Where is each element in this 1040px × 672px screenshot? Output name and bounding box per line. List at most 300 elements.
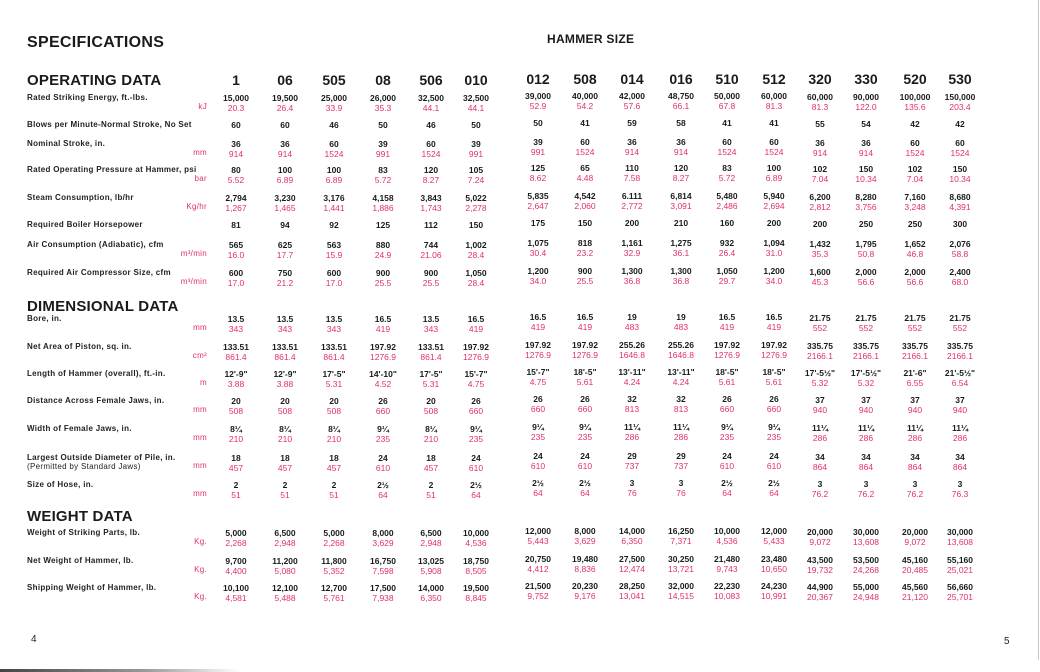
metric-value: 813 (624, 404, 640, 414)
imperial-value: 26 (722, 394, 732, 404)
imperial-value: 2,794 (225, 193, 247, 203)
metric-value: 991 (468, 149, 484, 159)
metric-value: 457 (228, 463, 244, 473)
metric-value: 24,268 (853, 565, 879, 575)
imperial-value: 21,500 (525, 581, 551, 591)
metric-value: 5.61 (718, 377, 736, 387)
imperial-value: 12,100 (272, 583, 298, 593)
metric-value: 20.3 (227, 103, 245, 113)
imperial-value: 14,000 (619, 526, 645, 536)
imperial-value: 3,230 (274, 193, 296, 203)
metric-value: 5,761 (323, 593, 345, 603)
metric-value: 2166.1 (902, 351, 928, 361)
imperial-value: 29 (627, 451, 637, 461)
metric-value: 25.5 (374, 278, 392, 288)
metric-value: 864 (812, 462, 828, 472)
metric-value: 51 (280, 490, 290, 500)
metric-value: 2166.1 (853, 351, 879, 361)
imperial-value: 1,432 (809, 239, 831, 249)
metric-value: 26.4 (276, 103, 294, 113)
imperial-value: 48,750 (668, 91, 694, 101)
imperial-value: 50 (471, 120, 481, 130)
metric-value: 1524 (717, 147, 737, 157)
imperial-value: 197.92 (463, 342, 489, 352)
metric-value: 6.55 (906, 378, 924, 388)
metric-value: 5,352 (323, 566, 345, 576)
imperial-value: 932 (719, 238, 735, 248)
metric-value: 57.6 (623, 101, 641, 111)
table-cell (930, 423, 990, 443)
metric-value: 210 (277, 434, 293, 444)
metric-value: 610 (577, 461, 593, 471)
metric-value: 660 (766, 404, 782, 414)
metric-value: 864 (907, 462, 923, 472)
imperial-value: 21.75 (809, 313, 831, 323)
imperial-value: 13.5 (422, 314, 440, 324)
imperial-value: 15'-7" (464, 369, 488, 379)
metric-value: 2166.1 (807, 351, 833, 361)
imperial-value: 11¼ (672, 422, 690, 432)
row-label-text: Required Air Compressor Size, cfm (27, 268, 171, 277)
imperial-value: 900 (577, 266, 593, 276)
metric-value: 660 (719, 404, 735, 414)
metric-value: 13,721 (668, 564, 694, 574)
imperial-value: 94 (280, 220, 290, 230)
column-header-08: 08 (375, 72, 391, 88)
imperial-value: 60,000 (761, 91, 787, 101)
metric-value: 81.3 (811, 102, 829, 112)
imperial-value: 30,000 (853, 527, 879, 537)
metric-value: 610 (530, 461, 546, 471)
metric-value: 5,488 (274, 593, 296, 603)
metric-value: 864 (858, 462, 874, 472)
metric-value: 28.4 (467, 250, 485, 260)
metric-value: 76.2 (906, 489, 924, 499)
imperial-value: 112 (424, 220, 438, 230)
imperial-value: 25,000 (321, 93, 347, 103)
metric-value: 940 (858, 405, 874, 415)
metric-value: 67.8 (718, 101, 736, 111)
metric-value: 4.24 (623, 377, 641, 387)
metric-value: 8,505 (465, 566, 487, 576)
metric-value: 7,938 (372, 593, 394, 603)
metric-value: 483 (624, 322, 640, 332)
row-label-text: Steam Consumption, lb/hr (27, 193, 134, 202)
metric-value: 64 (533, 488, 543, 498)
table-cell (446, 139, 506, 159)
imperial-value: 60 (769, 137, 779, 147)
metric-value: 4,581 (225, 593, 247, 603)
metric-value: 419 (719, 322, 735, 332)
table-cell (446, 369, 506, 389)
imperial-value: 36 (280, 139, 290, 149)
row-label-text: Length of Hammer (overall), ft.-in. (27, 369, 166, 378)
metric-value: 19,732 (807, 565, 833, 575)
imperial-value: 24 (471, 453, 481, 463)
imperial-value: 150 (952, 164, 968, 174)
metric-value: 20,367 (807, 592, 833, 602)
metric-value: 991 (375, 149, 391, 159)
section-dimensional-data: DIMENSIONAL DATA (27, 298, 179, 315)
imperial-value: 1,275 (670, 238, 692, 248)
column-header-520: 520 (903, 71, 927, 87)
imperial-value: 46 (329, 120, 339, 130)
imperial-value: 24 (722, 451, 732, 461)
imperial-value: 3 (629, 478, 635, 488)
metric-value: 5.61 (765, 377, 783, 387)
imperial-value: 32 (627, 394, 637, 404)
imperial-value: 24 (580, 451, 590, 461)
imperial-value: 9¼ (768, 422, 780, 432)
metric-value: 64 (471, 490, 481, 500)
metric-value: 3,629 (372, 538, 394, 548)
column-header-012: 012 (526, 71, 550, 87)
metric-value: 7.04 (906, 174, 924, 184)
imperial-value: 2½ (377, 480, 389, 490)
metric-value: 20,485 (902, 565, 928, 575)
imperial-value: 20 (280, 396, 290, 406)
imperial-value: 7,160 (904, 192, 926, 202)
metric-value: 419 (375, 324, 391, 334)
metric-value: 76.2 (811, 489, 829, 499)
metric-value: 6.89 (325, 175, 343, 185)
metric-value: 15.9 (325, 250, 343, 260)
imperial-value: 133.51 (321, 342, 347, 352)
imperial-value: 13.5 (276, 314, 294, 324)
imperial-value: 29 (676, 451, 686, 461)
column-header-010: 010 (464, 72, 488, 88)
table-cell (930, 452, 990, 472)
table-cell (930, 368, 990, 388)
table-cell (930, 555, 990, 575)
imperial-value: 36 (815, 138, 825, 148)
metric-value: 17.0 (325, 278, 343, 288)
imperial-value: 150 (858, 164, 874, 174)
imperial-value: 37 (815, 395, 825, 405)
metric-value: 54.2 (576, 101, 594, 111)
imperial-value: 160 (719, 218, 735, 228)
table-cell (446, 424, 506, 444)
imperial-value: 43,500 (807, 555, 833, 565)
metric-value: 8,845 (465, 593, 487, 603)
metric-value: 35.3 (811, 249, 829, 259)
imperial-value: 26 (378, 396, 388, 406)
imperial-value: 24 (533, 451, 543, 461)
imperial-value: 8¼ (425, 424, 437, 434)
metric-value: 25.5 (422, 278, 440, 288)
imperial-value: 8,000 (574, 526, 596, 536)
imperial-value: 59 (627, 118, 637, 128)
imperial-value: 39 (533, 137, 543, 147)
metric-value: 2,268 (323, 538, 345, 548)
metric-value: 17.0 (227, 278, 245, 288)
imperial-value: 9¼ (470, 424, 482, 434)
imperial-value: 13'-11" (667, 367, 695, 377)
imperial-value: 3 (678, 478, 684, 488)
imperial-value: 600 (326, 268, 342, 278)
metric-value: 8.62 (529, 173, 547, 183)
metric-value: 33.9 (325, 103, 343, 113)
metric-value: 861.4 (274, 352, 296, 362)
metric-value: 6,350 (420, 593, 442, 603)
imperial-value: 14,000 (418, 583, 444, 593)
metric-value: 9,176 (574, 591, 596, 601)
metric-value: 32.9 (623, 248, 641, 258)
imperial-value: 42 (910, 119, 920, 129)
metric-value: 135.6 (904, 102, 926, 112)
metric-value: 36.8 (672, 276, 690, 286)
metric-value: 343 (228, 324, 244, 334)
imperial-value: 16.5 (576, 312, 594, 322)
metric-value: 51 (329, 490, 339, 500)
imperial-value: 60 (231, 120, 241, 130)
metric-value: 36.1 (672, 248, 690, 258)
metric-value: 31.0 (765, 248, 783, 258)
imperial-value: 18 (329, 453, 339, 463)
row-unit: kJ (198, 102, 207, 111)
metric-value: 2,278 (465, 203, 487, 213)
imperial-value: 197.92 (761, 340, 787, 350)
imperial-value: 23,480 (761, 554, 787, 564)
metric-value: 343 (326, 324, 342, 334)
row-label (27, 314, 207, 332)
metric-value: 1276.9 (572, 350, 598, 360)
imperial-value: 2½ (721, 478, 733, 488)
metric-value: 1646.8 (619, 350, 645, 360)
imperial-value: 10,000 (714, 526, 740, 536)
metric-value: 419 (577, 322, 593, 332)
table-cell (446, 268, 506, 288)
imperial-value: 21'-5½" (944, 368, 976, 378)
metric-value: 2,948 (274, 538, 296, 548)
metric-value: 914 (812, 148, 828, 158)
page-edge (1038, 0, 1039, 660)
metric-value: 2,060 (574, 201, 596, 211)
metric-value: 9,743 (716, 564, 738, 574)
imperial-value: 335.75 (853, 341, 879, 351)
row-label-text: Distance Across Female Jaws, in. (27, 396, 165, 405)
row-label (27, 220, 207, 229)
metric-value: 81.3 (765, 101, 783, 111)
imperial-value: 92 (329, 220, 339, 230)
metric-value: 457 (277, 463, 293, 473)
imperial-value: 150 (577, 218, 593, 228)
metric-value: 1,267 (225, 203, 247, 213)
column-header-508: 508 (573, 71, 597, 87)
row-unit: cm² (192, 351, 207, 360)
metric-value: 10,991 (761, 591, 787, 601)
metric-value: 235 (766, 432, 782, 442)
row-label-text: Required Boiler Horsepower (27, 220, 143, 229)
metric-value: 24,948 (853, 592, 879, 602)
metric-value: 861.4 (225, 352, 247, 362)
imperial-value: 2 (282, 480, 288, 490)
metric-value: 25.5 (576, 276, 594, 286)
imperial-value: 46 (426, 120, 436, 130)
metric-value: 2,772 (621, 201, 643, 211)
metric-value: 483 (673, 322, 689, 332)
imperial-value: 133.51 (272, 342, 298, 352)
imperial-value: 300 (952, 219, 968, 229)
imperial-value: 14'-10" (369, 369, 397, 379)
imperial-value: 18 (231, 453, 241, 463)
row-label (27, 369, 207, 387)
metric-value: 6.89 (765, 173, 783, 183)
metric-value: 56.6 (857, 277, 875, 287)
imperial-value: 55 (815, 119, 825, 129)
imperial-value: 20 (426, 396, 436, 406)
metric-value: 3,756 (855, 202, 877, 212)
table-cell (930, 527, 990, 547)
column-header-512: 512 (762, 71, 786, 87)
imperial-value: 13.5 (325, 314, 343, 324)
metric-value: 3,248 (904, 202, 926, 212)
metric-value: 235 (530, 432, 546, 442)
imperial-value: 37 (910, 395, 920, 405)
imperial-value: 2 (233, 480, 239, 490)
imperial-value: 2 (428, 480, 434, 490)
row-unit: mm (193, 489, 207, 498)
imperial-value: 16.5 (718, 312, 736, 322)
imperial-value: 44,900 (807, 582, 833, 592)
imperial-value: 20,230 (572, 581, 598, 591)
metric-value: 1524 (950, 148, 970, 158)
metric-value: 552 (907, 323, 923, 333)
metric-value: 7.04 (811, 174, 829, 184)
imperial-value: 750 (277, 268, 293, 278)
metric-value: 45.3 (811, 277, 829, 287)
metric-value: 2166.1 (947, 351, 973, 361)
table-cell (930, 395, 990, 415)
imperial-value: 21.75 (904, 313, 926, 323)
metric-value: 10.34 (949, 174, 971, 184)
metric-value: 1,743 (420, 203, 442, 213)
imperial-value: 16,750 (370, 556, 396, 566)
row-label-text: Size of Hose, in. (27, 480, 94, 489)
table-cell (930, 92, 990, 112)
imperial-value: 1,652 (904, 239, 926, 249)
metric-value: 6.54 (951, 378, 969, 388)
imperial-value: 12'-9" (273, 369, 297, 379)
imperial-value: 900 (423, 268, 439, 278)
metric-value: 8.27 (672, 173, 690, 183)
column-header-016: 016 (669, 71, 693, 87)
row-unit: m (200, 378, 207, 387)
table-cell (930, 192, 990, 212)
metric-value: 5,908 (420, 566, 442, 576)
imperial-value: 335.75 (807, 341, 833, 351)
metric-value: 457 (326, 463, 342, 473)
imperial-value: 60 (722, 137, 732, 147)
imperial-value: 8¼ (230, 424, 242, 434)
metric-value: 76 (676, 488, 686, 498)
metric-value: 76.2 (857, 489, 875, 499)
imperial-value: 17,500 (370, 583, 396, 593)
metric-value: 4.24 (672, 377, 690, 387)
metric-value: 940 (952, 405, 968, 415)
imperial-value: 26 (769, 394, 779, 404)
metric-value: 235 (577, 432, 593, 442)
row-label (27, 93, 207, 111)
row-label (27, 240, 207, 258)
imperial-value: 60 (426, 139, 436, 149)
row-label-text: Nominal Stroke, in. (27, 139, 106, 148)
row-label-text: Blows per Minute-Normal Stroke, No Set (27, 120, 192, 129)
metric-value: 2,647 (527, 201, 549, 211)
imperial-value: 32,000 (668, 581, 694, 591)
row-label (27, 528, 207, 546)
row-label (27, 556, 207, 574)
metric-value: 737 (624, 461, 640, 471)
imperial-value: 197.92 (525, 340, 551, 350)
imperial-value: 255.26 (668, 340, 694, 350)
imperial-value: 565 (228, 240, 244, 250)
metric-value: 508 (228, 406, 244, 416)
column-header-330: 330 (854, 71, 878, 87)
metric-value: 2,812 (809, 202, 831, 212)
metric-value: 3.88 (227, 379, 245, 389)
imperial-value: 4,542 (574, 191, 596, 201)
imperial-value: 20,750 (525, 554, 551, 564)
column-header-1: 1 (232, 72, 240, 88)
imperial-value: 11,800 (321, 556, 347, 566)
metric-value: 10,650 (761, 564, 787, 574)
imperial-value: 9¼ (377, 424, 389, 434)
imperial-value: 250 (858, 219, 874, 229)
metric-value: 552 (952, 323, 968, 333)
metric-value: 5.72 (374, 175, 392, 185)
row-unit: mm (193, 433, 207, 442)
metric-value: 210 (228, 434, 244, 444)
imperial-value: 16.5 (765, 312, 783, 322)
metric-value: 1524 (764, 147, 784, 157)
metric-value: 610 (375, 463, 391, 473)
metric-value: 235 (468, 434, 484, 444)
imperial-value: 28,250 (619, 581, 645, 591)
table-cell (930, 267, 990, 287)
metric-value: 552 (858, 323, 874, 333)
metric-value: 29.7 (718, 276, 736, 286)
metric-value: 457 (423, 463, 439, 473)
metric-value: 9,752 (527, 591, 549, 601)
imperial-value: 19 (676, 312, 686, 322)
metric-value: 64 (378, 490, 388, 500)
metric-value: 419 (468, 324, 484, 334)
imperial-value: 1,300 (670, 266, 692, 276)
table-cell (446, 120, 506, 130)
imperial-value: 2½ (470, 480, 482, 490)
metric-value: 508 (423, 406, 439, 416)
imperial-value: 102 (907, 164, 923, 174)
metric-value: 419 (530, 322, 546, 332)
metric-value: 122.0 (855, 102, 877, 112)
row-label (27, 480, 207, 498)
row-unit: Kg. (194, 537, 207, 546)
imperial-value: 197.92 (572, 340, 598, 350)
row-label (27, 583, 207, 601)
imperial-value: 39 (471, 139, 481, 149)
imperial-value: 21.75 (855, 313, 877, 323)
table-cell (446, 193, 506, 213)
row-unit: Kg/hr (186, 202, 207, 211)
imperial-value: 2,000 (855, 267, 877, 277)
imperial-value: 4,158 (372, 193, 394, 203)
imperial-value: 18'-5" (762, 367, 786, 377)
metric-value: 610 (766, 461, 782, 471)
imperial-value: 32,500 (418, 93, 444, 103)
metric-value: 64 (769, 488, 779, 498)
metric-value: 52.9 (529, 101, 547, 111)
